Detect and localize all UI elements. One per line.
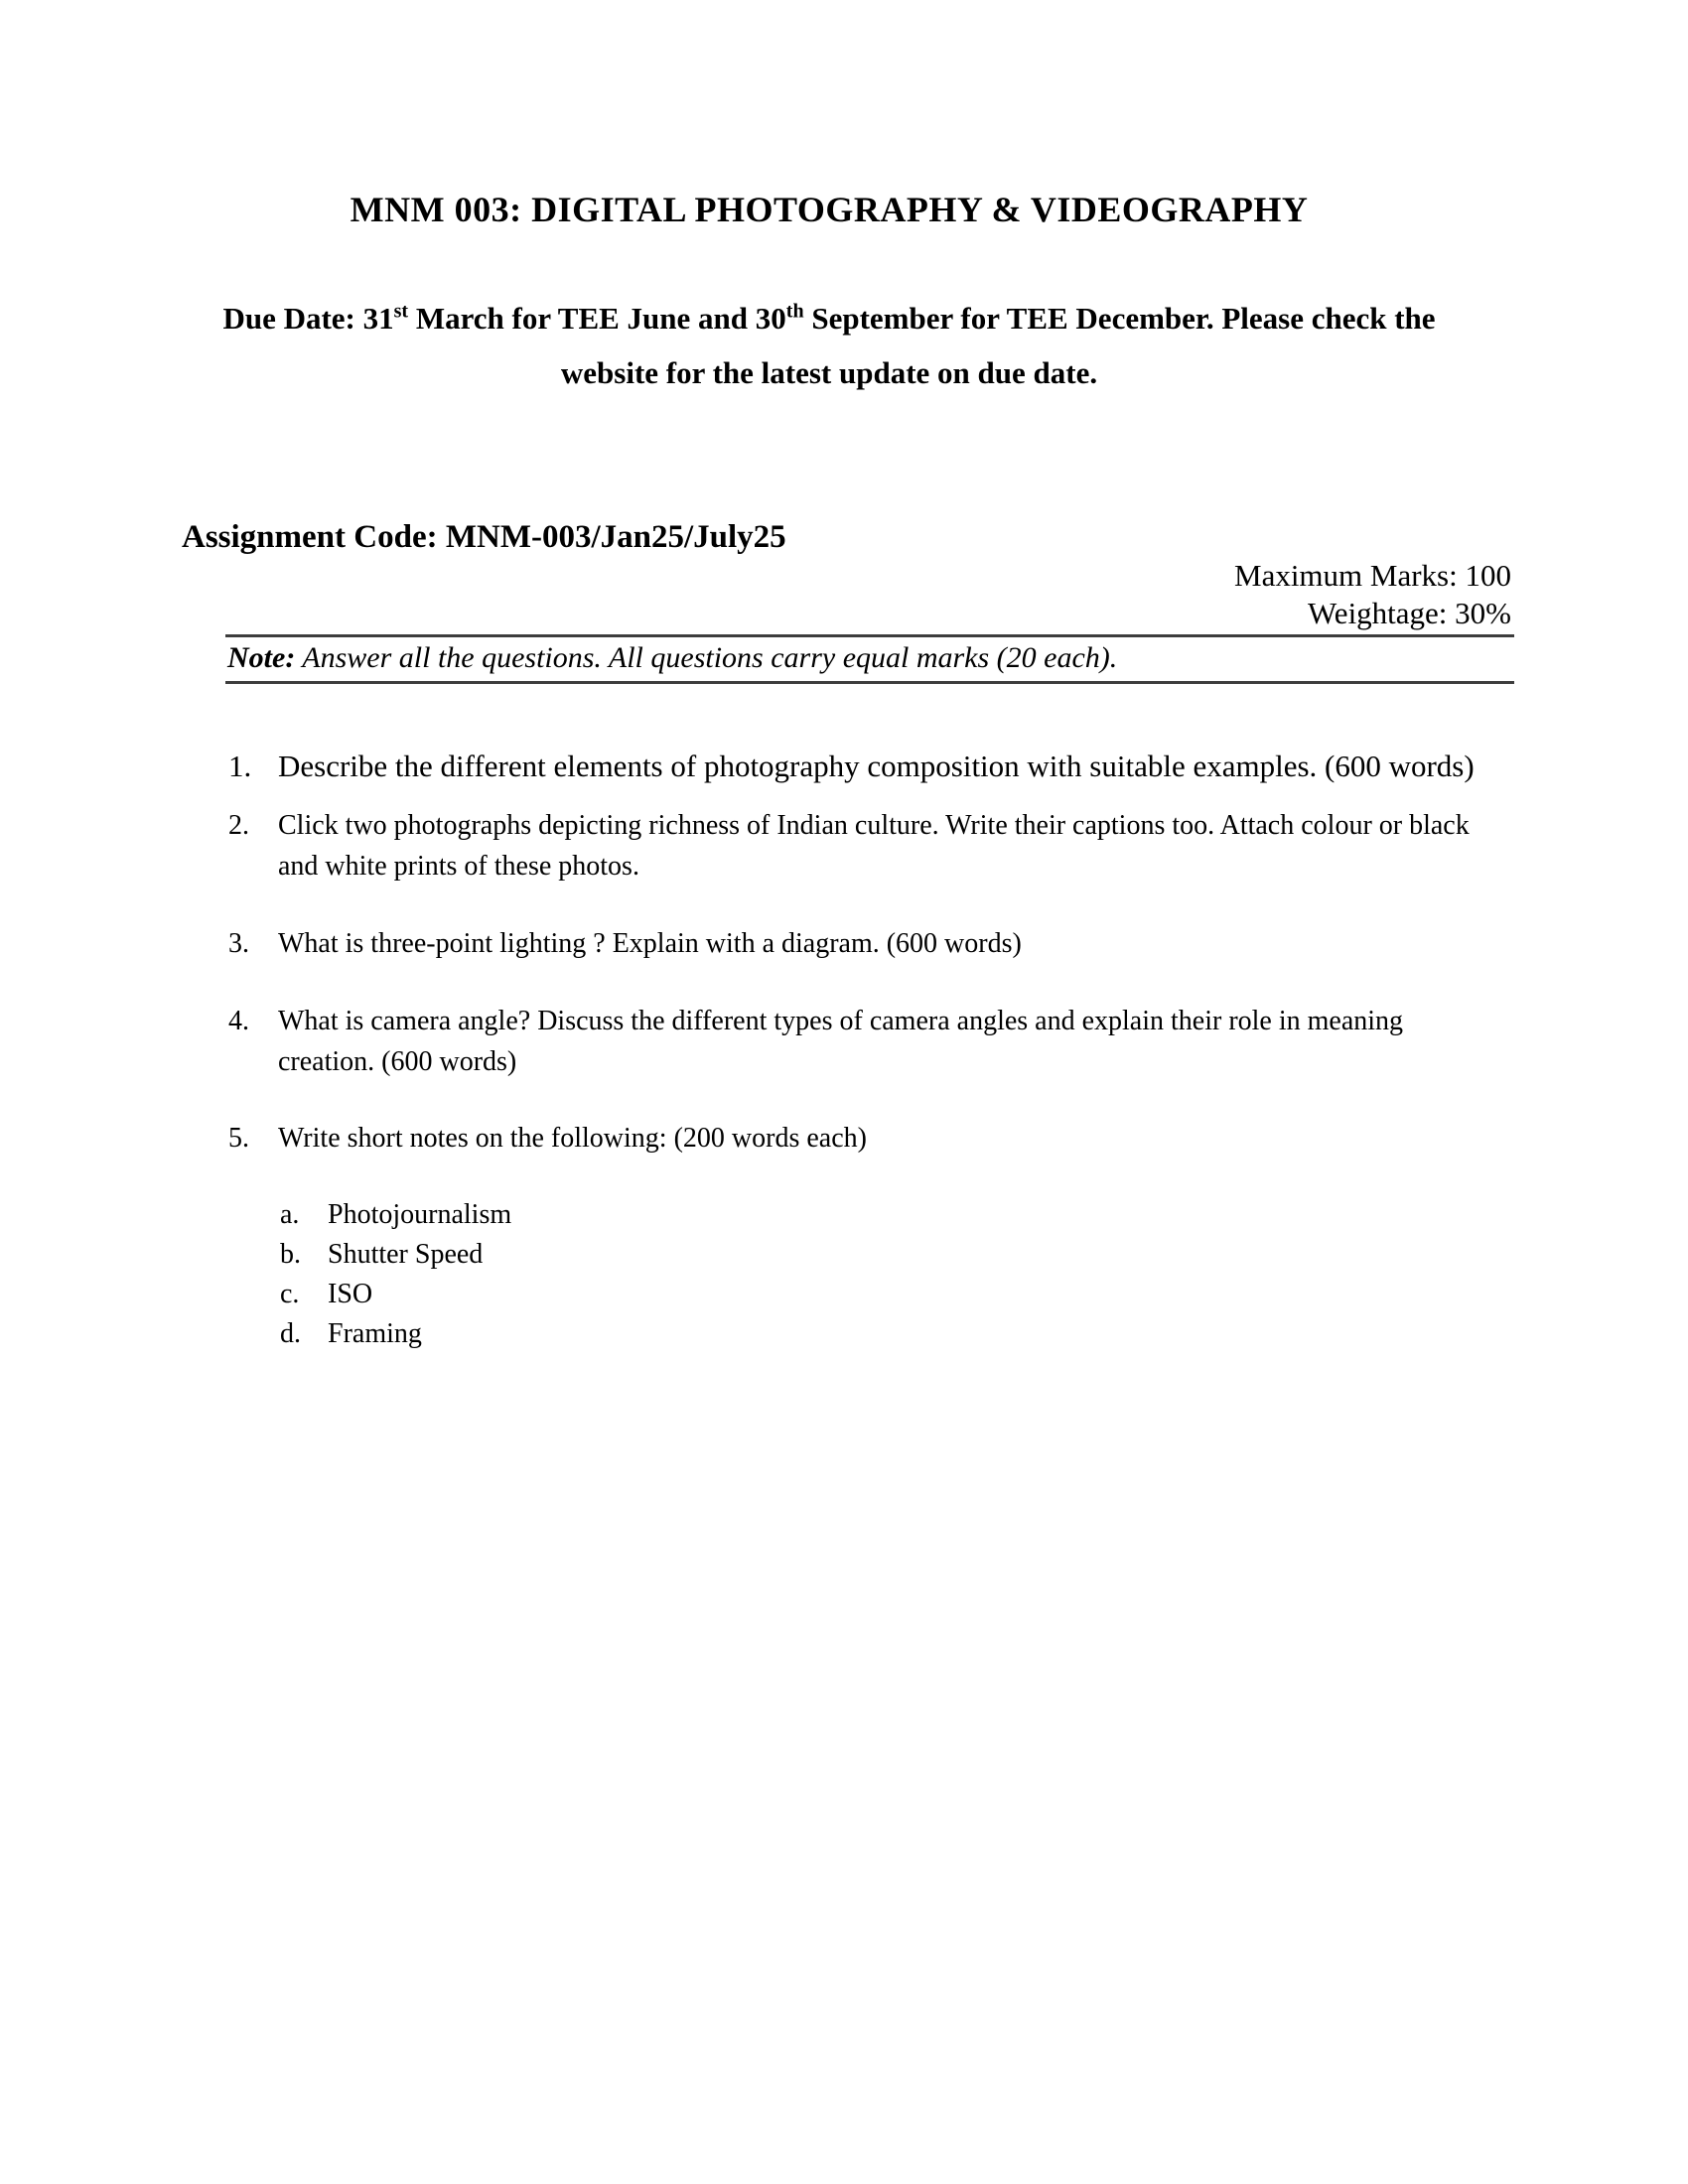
due-date-text-part2: March for TEE June and 30 xyxy=(408,301,786,336)
question-5-number: 5. xyxy=(228,1123,249,1154)
note-line xyxy=(225,637,1514,681)
note-box xyxy=(225,634,1514,684)
marks-block xyxy=(0,557,1511,632)
question-4-text: What is camera angle? Discuss the different types of camera angles and explain their role in meaning creation. (600 words) xyxy=(278,1006,1404,1077)
question-3 xyxy=(228,923,1484,964)
due-date-text-part3: September for TEE December. Please check the xyxy=(803,301,1436,336)
due-date-text-part1: Due Date: 31 xyxy=(222,301,394,336)
short-note-c xyxy=(280,1275,1688,1314)
note-label: Note: xyxy=(227,641,296,674)
note-text: Answer all the questions. All questions carry equal marks (20 each). xyxy=(295,641,1118,674)
due-date-line2: website for the latest update on due date. xyxy=(560,355,1098,390)
short-note-a-letter: a. xyxy=(280,1199,300,1230)
question-3-number: 3. xyxy=(228,928,249,959)
short-note-d-letter: d. xyxy=(280,1318,301,1349)
due-date-line1 xyxy=(139,291,1519,345)
questions-list xyxy=(228,742,1484,1159)
short-note-c-text: ISO xyxy=(328,1279,373,1309)
short-note-b xyxy=(280,1235,1688,1275)
question-5 xyxy=(228,1118,1484,1159)
short-note-b-text: Shutter Speed xyxy=(328,1239,484,1270)
question-4-number: 4. xyxy=(228,1006,249,1036)
question-2 xyxy=(228,805,1484,887)
ordinal-superscript-st: st xyxy=(393,300,409,323)
question-2-text: Click two photographs depicting richness of Indian culture. Write their captions too. Attach colour or black and white prints of these photos. xyxy=(278,810,1470,882)
short-note-d xyxy=(280,1314,1688,1354)
question-3-text: What is three-point lighting ? Explain with a diagram. (600 words) xyxy=(278,928,1022,959)
question-1 xyxy=(228,742,1484,791)
due-date-paragraph xyxy=(139,291,1519,400)
short-note-a-text: Photojournalism xyxy=(328,1199,512,1230)
question-2-number: 2. xyxy=(228,810,249,841)
short-note-c-letter: c. xyxy=(280,1279,300,1309)
short-notes-list xyxy=(280,1195,1688,1354)
short-note-d-text: Framing xyxy=(328,1318,422,1349)
short-note-b-letter: b. xyxy=(280,1239,301,1270)
maximum-marks: Maximum Marks: 100 xyxy=(1234,558,1511,593)
short-note-a xyxy=(280,1195,1688,1235)
question-1-number: 1. xyxy=(228,749,252,783)
question-4 xyxy=(228,1001,1484,1082)
course-title: MNM 003: DIGITAL PHOTOGRAPHY & VIDEOGRAPHY xyxy=(350,190,1309,229)
ordinal-superscript-th: th xyxy=(785,300,804,323)
question-5-text: Write short notes on the following: (200 words each) xyxy=(278,1123,867,1154)
question-1-text: Describe the different elements of photography composition with suitable examples. (600 words) xyxy=(278,749,1475,783)
assignment-code: Assignment Code: MNM-003/Jan25/July25 xyxy=(182,519,786,555)
weightage: Weightage: 30% xyxy=(1308,596,1511,630)
